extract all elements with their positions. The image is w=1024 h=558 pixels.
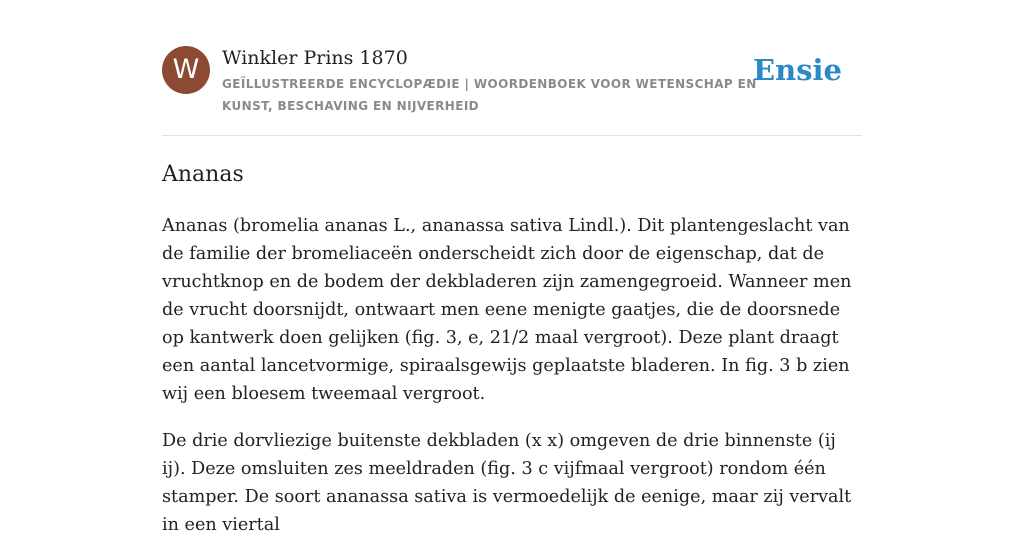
article-body — [162, 212, 862, 558]
article-paragraph: Ananas (bromelia ananas L., ananassa sativa Lindl.). Dit plantengeslacht van de familie der bromeliaceën onderscheidt zich door de eigenschap, dat de vruchtknop en de bodem der dekbladeren zijn zamengegroeid. Wanneer men de vrucht doorsnijdt, ontwaart men eene menigte gaatjes, die de doorsnede op kantwerk doen gelijken (fig. 3, e, 21/2 maal vergroot). Deze plant draagt een aantal lancetvormige, spiraalsgewijs geplaatste bladeren. In fig. 3 b zien wij een bloesem tweemaal vergroot. — [162, 216, 852, 404]
article-paragraph: De drie dorvliezige buitenste dekbladen (x x) omgeven de drie binnenste (ij ij). Deze omsluiten zes meeldraden (fig. 3 c vijfmaal vergroot) rondom één stamper. De soort ananassa sativa is vermoedelijk de eenige, maar zij vervalt in een viertal — [162, 431, 852, 535]
site-title[interactable]: Winkler Prins 1870 — [222, 47, 408, 69]
article-title: Ananas — [162, 162, 244, 187]
header-divider — [162, 135, 862, 136]
site-subtitle: GEÏLLUSTREERDE ENCYCLOPÆDIE | WOORDENBOEK VOOR WETENSCHAP EN KUNST, BESCHAVING EN NIJVERHEID — [222, 77, 757, 113]
site-header — [162, 46, 862, 118]
site-avatar[interactable]: W — [162, 46, 210, 94]
ensie-logo-link[interactable]: Ensie — [753, 53, 842, 87]
